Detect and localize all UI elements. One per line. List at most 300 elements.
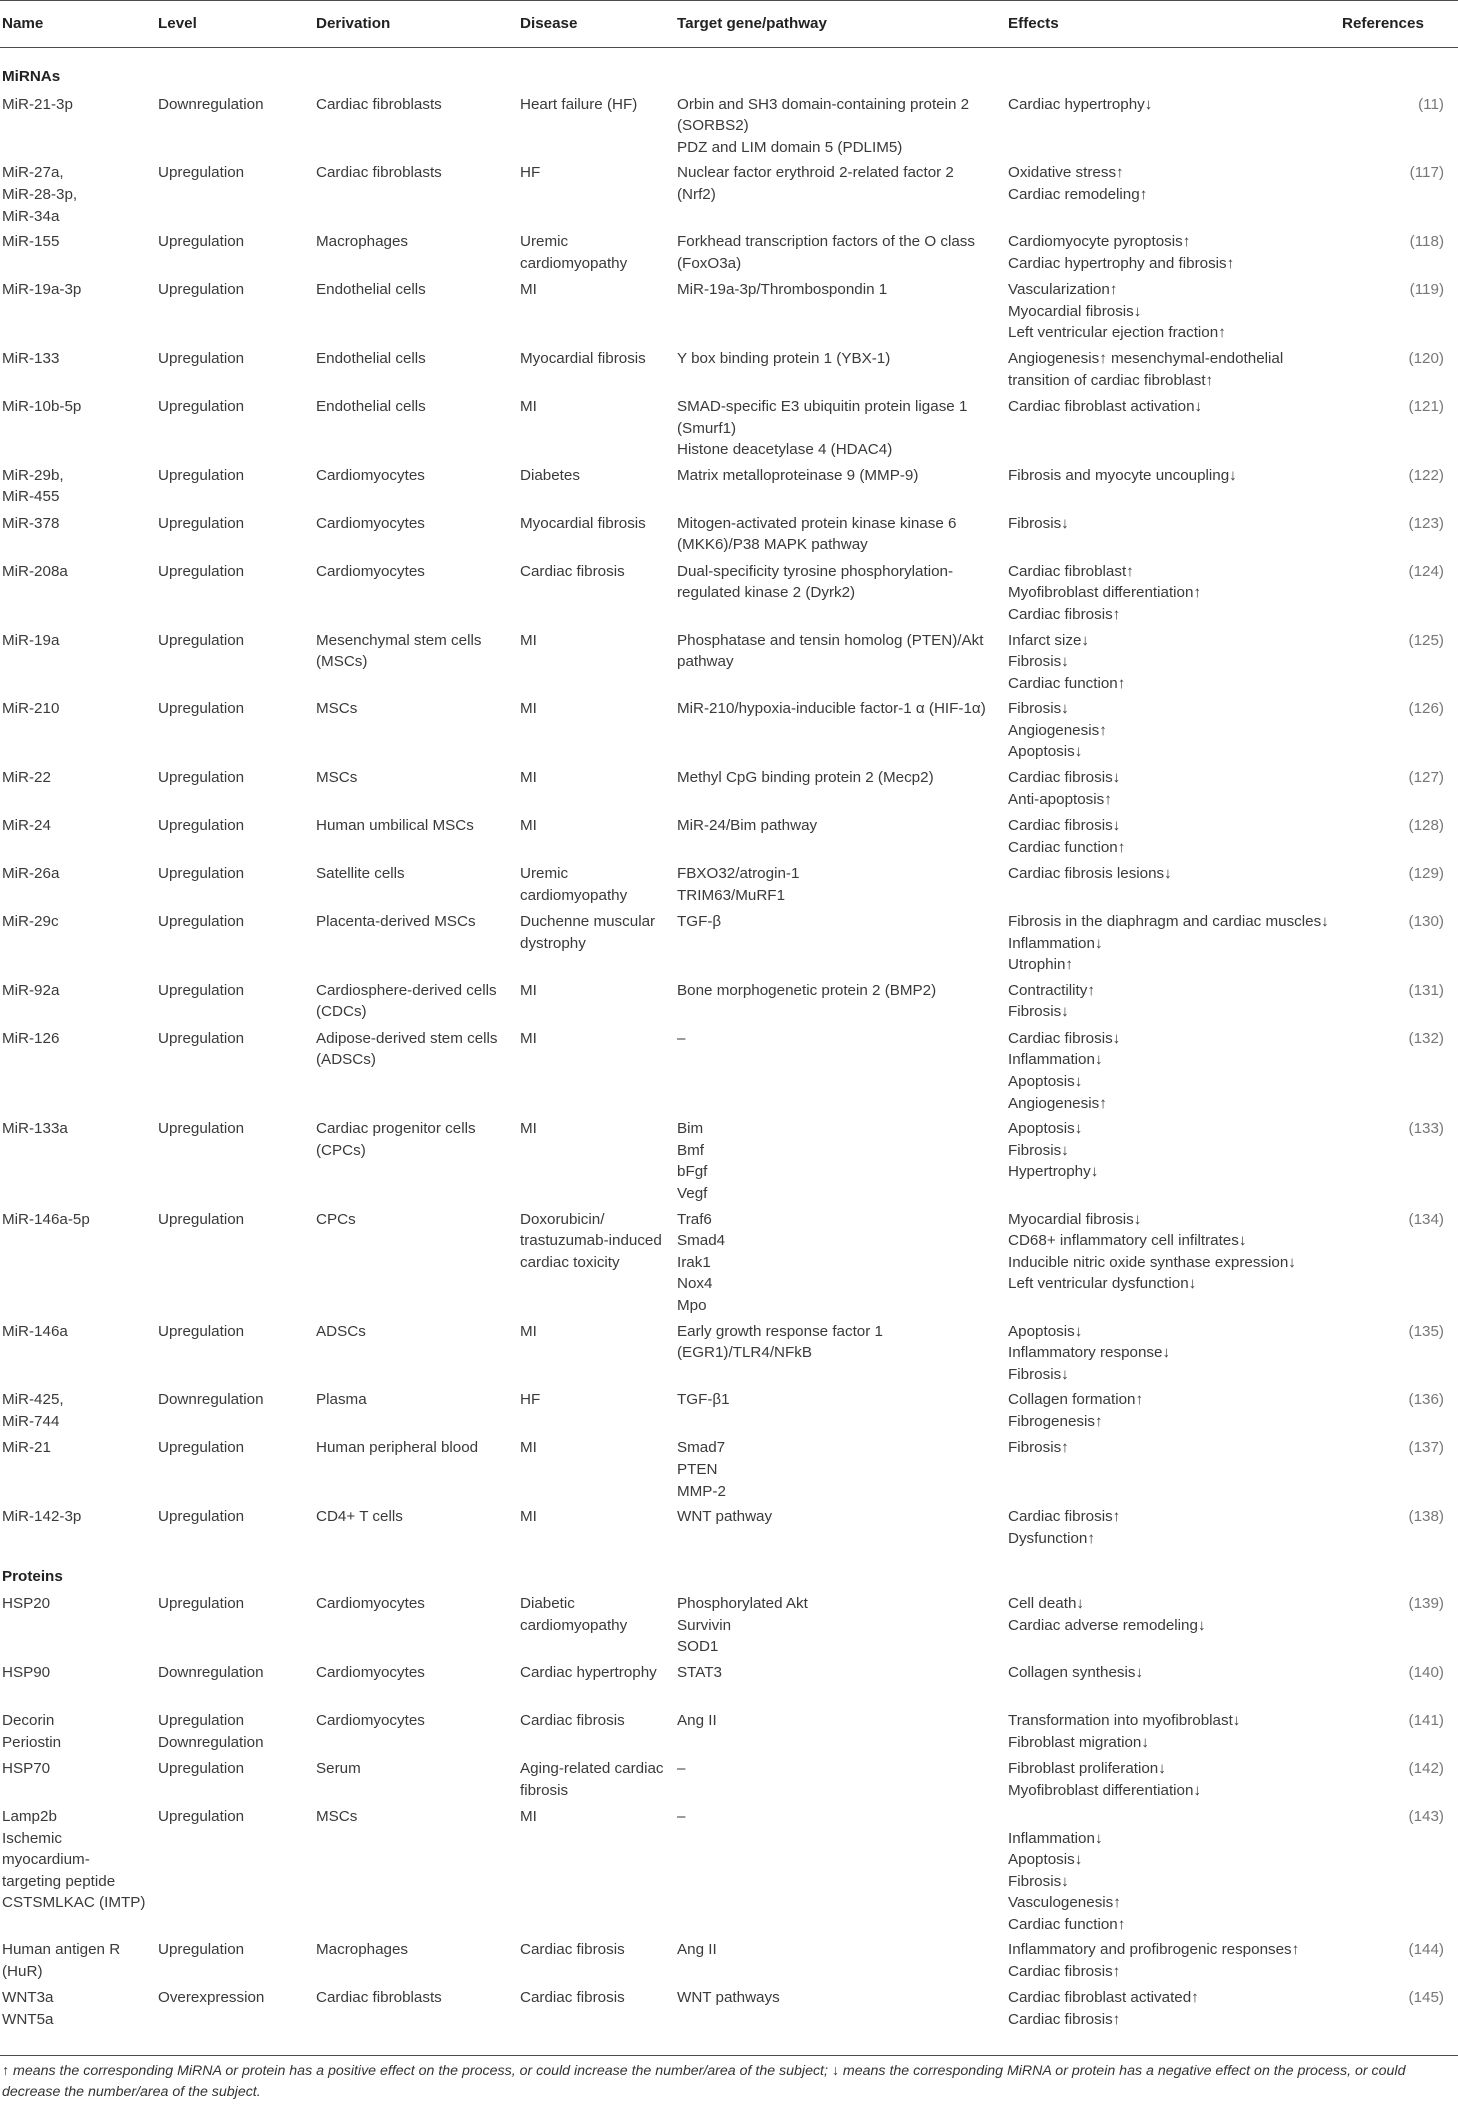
disease-cell [514, 859, 671, 907]
table-row [0, 1754, 1458, 1802]
derivation-cell [310, 1317, 514, 1386]
derivation-line: MSCs [316, 769, 358, 787]
header-derivation: Derivation [310, 1, 514, 48]
disease-cell [514, 1802, 671, 1936]
derivation-cell [310, 694, 514, 763]
target-line: Mpo [677, 1296, 707, 1314]
name-cell [0, 344, 152, 392]
name-line: MiR-28-3p, [2, 185, 78, 203]
reference-cell [1336, 976, 1458, 1024]
disease-line: Doxorubicin/ trastuzumab-induced cardiac toxicity [520, 1210, 662, 1271]
level-cell [152, 1114, 310, 1204]
level-cell [152, 694, 310, 763]
derivation-line: Macrophages [316, 233, 409, 251]
target-line: MiR-24/Bim pathway [677, 817, 818, 835]
level-cell [152, 859, 310, 907]
table-row [0, 626, 1458, 695]
table-row [0, 859, 1458, 907]
derivation-line: Endothelial cells [316, 397, 426, 415]
disease-line: MI [520, 1508, 537, 1526]
reference-link[interactable]: (143) [1408, 1807, 1444, 1825]
derivation-cell [310, 90, 514, 159]
target-cell [671, 907, 1002, 976]
disease-line: MI [520, 631, 537, 649]
level-line: Upregulation [158, 1595, 245, 1613]
disease-cell [514, 1589, 671, 1658]
effects-line: Hypertrophy↓ [1008, 1163, 1099, 1181]
reference-cell [1336, 1589, 1458, 1658]
level-line: Upregulation [158, 1759, 245, 1777]
effects-line: Apoptosis↓ [1008, 1322, 1083, 1340]
derivation-line: Cardiomyocytes [316, 514, 425, 532]
level-line: Upregulation [158, 1941, 245, 1959]
disease-line: MI [520, 769, 537, 787]
level-cell [152, 1658, 310, 1706]
level-cell [152, 557, 310, 626]
effects-line: Myocardial fibrosis↓ [1008, 302, 1142, 320]
level-line: Upregulation [158, 700, 245, 718]
name-line: HSP70 [2, 1759, 51, 1777]
table-row [0, 1433, 1458, 1502]
disease-line: Aging-related cardiac fibrosis [520, 1759, 664, 1799]
table-row [0, 158, 1458, 227]
derivation-line: Satellite cells [316, 865, 405, 883]
reference-link[interactable]: (123) [1408, 514, 1444, 532]
name-line: MiR-133 [2, 349, 60, 367]
target-cell [671, 1385, 1002, 1433]
name-line: MiR-210 [2, 700, 60, 718]
effects-line: Collagen formation↑ [1008, 1391, 1144, 1409]
reference-link[interactable]: (121) [1408, 397, 1444, 415]
effects-line: Cardiomyocyte pyroptosis↑ [1008, 233, 1191, 251]
effects-line: Cardiac fibrosis↑ [1008, 605, 1121, 623]
derivation-line: Human umbilical MSCs [316, 817, 474, 835]
effects-line: Cardiac fibrosis↓ [1008, 817, 1121, 835]
name-line: MiR-146a-5p [2, 1210, 90, 1228]
target-line: STAT3 [677, 1663, 723, 1681]
reference-link[interactable]: (139) [1408, 1595, 1444, 1613]
reference-cell [1336, 1658, 1458, 1706]
target-line: MMP-2 [677, 1482, 726, 1500]
reference-cell [1336, 1205, 1458, 1317]
reference-link[interactable]: (127) [1408, 769, 1444, 787]
reference-link[interactable]: (133) [1408, 1120, 1444, 1138]
reference-link[interactable]: (120) [1408, 349, 1444, 367]
effects-cell [1002, 1205, 1336, 1317]
name-cell [0, 626, 152, 695]
target-line: MiR-210/hypoxia-inducible factor-1 α (HIF-1α) [677, 700, 986, 718]
reference-link[interactable]: (145) [1408, 1989, 1444, 2007]
target-line: Dual-specificity tyrosine phosphorylation-regulated kinase 2 (Dyrk2) [677, 562, 954, 602]
effects-line: Vascularization↑ [1008, 281, 1118, 299]
target-line: Matrix metalloproteinase 9 (MMP-9) [677, 466, 919, 484]
derivation-cell [310, 1802, 514, 1936]
effects-line: Myocardial fibrosis↓ [1008, 1210, 1142, 1228]
level-line: Upregulation [158, 631, 245, 649]
effects-line: Fibroblast proliferation↓ [1008, 1759, 1166, 1777]
header-target: Target gene/pathway [671, 1, 1002, 48]
effects-line: Oxidative stress↑ [1008, 164, 1124, 182]
effects-cell [1002, 1385, 1336, 1433]
derivation-line: Cardiomyocytes [316, 1663, 425, 1681]
effects-cell [1002, 392, 1336, 461]
effects-line: Cardiac fibrosis↑ [1008, 1963, 1121, 1981]
reference-link[interactable]: (129) [1408, 865, 1444, 883]
level-cell [152, 344, 310, 392]
table-row [0, 509, 1458, 557]
header-level: Level [152, 1, 310, 48]
target-line: TGF-β [677, 913, 722, 931]
derivation-line: Cardiomyocytes [316, 562, 425, 580]
reference-link[interactable]: (140) [1408, 1663, 1444, 1681]
table-row [0, 694, 1458, 763]
level-line: Upregulation [158, 281, 245, 299]
target-line: Mitogen-activated protein kinase kinase 6 (MKK6)/P38 MAPK pathway [677, 514, 957, 554]
disease-line: MI [520, 1029, 537, 1047]
name-line: MiR-26a [2, 865, 60, 883]
reference-link[interactable]: (137) [1408, 1439, 1444, 1457]
target-cell [671, 90, 1002, 159]
name-line: MiR-133a [2, 1120, 68, 1138]
derivation-cell [310, 461, 514, 509]
disease-cell [514, 907, 671, 976]
effects-cell [1002, 811, 1336, 859]
target-cell [671, 461, 1002, 509]
level-line: Upregulation [158, 514, 245, 532]
effects-line: Inflammation↓ [1008, 934, 1103, 952]
table-row [0, 1706, 1458, 1754]
disease-line: Cardiac fibrosis [520, 1941, 625, 1959]
level-line: Upregulation [158, 1029, 245, 1047]
effects-cell [1002, 1114, 1336, 1204]
level-line: Upregulation [158, 1120, 245, 1138]
name-line: MiR-21-3p [2, 95, 73, 113]
reference-cell [1336, 907, 1458, 976]
level-line: Upregulation [158, 1322, 245, 1340]
name-cell [0, 1802, 152, 1936]
level-line: Upregulation [158, 1807, 245, 1825]
name-cell [0, 694, 152, 763]
derivation-cell [310, 976, 514, 1024]
target-line: Vegf [677, 1185, 708, 1202]
disease-line: MI [520, 397, 537, 415]
derivation-line: Cardiosphere-derived cells (CDCs) [316, 981, 497, 1021]
disease-cell [514, 1114, 671, 1204]
level-line: Upregulation [158, 817, 245, 835]
name-line: MiR-34a [2, 207, 60, 225]
name-cell [0, 1433, 152, 1502]
derivation-line: Cardiac fibroblasts [316, 95, 442, 113]
effects-cell [1002, 1754, 1336, 1802]
reference-link[interactable]: (119) [1409, 281, 1444, 299]
reference-link[interactable]: (138) [1408, 1508, 1444, 1526]
disease-line: MI [520, 281, 537, 299]
disease-line: Cardiac fibrosis [520, 1711, 625, 1729]
reference-link[interactable]: (130) [1408, 913, 1444, 931]
name-cell [0, 1205, 152, 1317]
name-line: MiR-455 [2, 488, 60, 506]
effects-line: Cardiac function↑ [1008, 838, 1126, 856]
name-line: MiR-19a-3p [2, 281, 82, 299]
header-effects: Effects [1002, 1, 1336, 48]
level-line: Upregulation [158, 865, 245, 883]
effects-cell [1002, 976, 1336, 1024]
effects-line: Cardiac fibrosis↑ [1008, 2011, 1121, 2029]
effects-cell [1002, 158, 1336, 227]
reference-cell [1336, 1502, 1458, 1550]
disease-cell [514, 1385, 671, 1433]
reference-link[interactable]: (128) [1408, 817, 1444, 835]
table-row [0, 1658, 1458, 1706]
name-line: WNT3a [2, 1989, 54, 2007]
disease-cell [514, 811, 671, 859]
disease-cell [514, 1935, 671, 1983]
name-line: MiR-27a, [2, 164, 64, 182]
reference-link[interactable]: (144) [1408, 1941, 1444, 1959]
effects-cell [1002, 1317, 1336, 1386]
reference-cell [1336, 859, 1458, 907]
disease-line: MI [520, 1120, 537, 1138]
disease-line: Diabetes [520, 466, 580, 484]
name-cell [0, 90, 152, 159]
name-cell [0, 275, 152, 344]
effects-line: Cardiac adverse remodeling↓ [1008, 1616, 1206, 1634]
reference-link[interactable]: (122) [1408, 466, 1444, 484]
name-line: MiR-10b-5p [2, 397, 82, 415]
effects-line: Cardiac fibroblast activation↓ [1008, 397, 1203, 415]
disease-cell [514, 557, 671, 626]
effects-line: Fibrosis and myocyte uncoupling↓ [1008, 466, 1237, 484]
level-line: Upregulation [158, 769, 245, 787]
effects-line: Apoptosis↓ [1008, 1851, 1083, 1869]
effects-cell [1002, 763, 1336, 811]
name-line: WNT5a [2, 2011, 54, 2029]
name-cell [0, 227, 152, 275]
level-line: Upregulation [158, 1439, 245, 1457]
target-cell [671, 1205, 1002, 1317]
level-cell [152, 1589, 310, 1658]
name-cell [0, 763, 152, 811]
effects-line: Apoptosis↓ [1008, 743, 1083, 761]
level-line: Upregulation [158, 1711, 245, 1729]
reference-link[interactable]: (11) [1418, 95, 1444, 113]
derivation-cell [310, 1385, 514, 1433]
level-cell [152, 1205, 310, 1317]
derivation-line: Cardiomyocytes [316, 466, 425, 484]
level-cell [152, 227, 310, 275]
disease-line: MI [520, 817, 537, 835]
effects-line: Fibrosis↓ [1008, 514, 1069, 532]
derivation-line: Placenta-derived MSCs [316, 913, 476, 931]
effects-line: Fibrosis↓ [1008, 1365, 1069, 1383]
disease-line: Duchenne muscular dystrophy [520, 913, 656, 952]
reference-cell [1336, 227, 1458, 275]
target-cell [671, 1317, 1002, 1386]
target-line: Survivin [677, 1616, 732, 1634]
target-line: PDZ and LIM domain 5 (PDLIM5) [677, 138, 903, 156]
table-row [0, 90, 1458, 159]
name-cell [0, 158, 152, 227]
derivation-line: MSCs [316, 700, 358, 718]
disease-line: MI [520, 1439, 537, 1457]
name-cell [0, 1983, 152, 2031]
disease-cell [514, 461, 671, 509]
effects-line: Myofibroblast differentiation↑ [1008, 584, 1202, 602]
level-cell [152, 1024, 310, 1114]
level-cell [152, 907, 310, 976]
effects-line: Left ventricular ejection fraction↑ [1008, 324, 1226, 342]
reference-link[interactable]: (125) [1408, 631, 1444, 649]
name-cell [0, 461, 152, 509]
level-cell [152, 275, 310, 344]
derivation-cell [310, 1433, 514, 1502]
name-line: MiR-425, [2, 1391, 64, 1409]
reference-link[interactable]: (134) [1408, 1210, 1444, 1228]
table-row [0, 1935, 1458, 1983]
header-name: Name [0, 1, 152, 48]
disease-cell [514, 275, 671, 344]
reference-cell [1336, 557, 1458, 626]
disease-cell [514, 1754, 671, 1802]
level-cell [152, 1983, 310, 2031]
name-cell [0, 1935, 152, 1983]
effects-line: Cardiac fibrosis lesions↓ [1008, 865, 1172, 883]
disease-cell [514, 1502, 671, 1550]
effects-line: Left ventricular dysfunction↓ [1008, 1275, 1197, 1293]
derivation-cell [310, 763, 514, 811]
reference-link[interactable]: (135) [1408, 1322, 1444, 1340]
level-cell [152, 763, 310, 811]
disease-line: MI [520, 1807, 537, 1825]
derivation-cell [310, 158, 514, 227]
derivation-cell [310, 1935, 514, 1983]
effects-line: Cardiac function↑ [1008, 674, 1126, 692]
effects-cell [1002, 1502, 1336, 1550]
effects-cell [1002, 626, 1336, 695]
effects-cell [1002, 344, 1336, 392]
derivation-line: Endothelial cells [316, 349, 426, 367]
disease-cell [514, 344, 671, 392]
name-line: MiR-155 [2, 233, 60, 251]
level-line: Upregulation [158, 981, 245, 999]
target-line: Early growth response factor 1 (EGR1)/TLR4/NFkB [677, 1322, 883, 1362]
target-line: Phosphatase and tensin homolog (PTEN)/Akt pathway [677, 631, 984, 671]
target-cell [671, 1502, 1002, 1550]
effects-line: Transformation into myofibroblast↓ [1008, 1711, 1241, 1729]
reference-link[interactable]: (131) [1408, 981, 1444, 999]
derivation-cell [310, 811, 514, 859]
header-row [0, 1, 1458, 48]
target-line: SOD1 [677, 1638, 719, 1656]
target-cell [671, 275, 1002, 344]
reference-link[interactable]: (124) [1408, 562, 1444, 580]
reference-link[interactable]: (118) [1409, 233, 1444, 251]
derivation-cell [310, 1114, 514, 1204]
effects-line: Fibrosis↑ [1008, 1439, 1069, 1457]
disease-cell [514, 1024, 671, 1114]
level-cell [152, 1706, 310, 1754]
name-cell [0, 1589, 152, 1658]
table-row [0, 1114, 1458, 1204]
reference-link[interactable]: (142) [1408, 1759, 1444, 1777]
effects-line: Cardiac hypertrophy and fibrosis↑ [1008, 254, 1235, 272]
reference-link[interactable]: (132) [1408, 1029, 1444, 1047]
target-line: bFgf [677, 1163, 708, 1181]
target-line: Smad4 [677, 1232, 726, 1250]
target-cell [671, 976, 1002, 1024]
effects-line: Fibrosis↓ [1008, 653, 1069, 671]
target-cell [671, 557, 1002, 626]
target-cell [671, 1935, 1002, 1983]
disease-cell [514, 158, 671, 227]
level-cell [152, 1317, 310, 1386]
effects-cell [1002, 1433, 1336, 1502]
target-line: Orbin and SH3 domain-containing protein 2 (SORBS2) [677, 95, 970, 135]
disease-line: HF [520, 164, 541, 182]
reference-cell [1336, 1706, 1458, 1754]
derivation-cell [310, 344, 514, 392]
derivation-cell [310, 1024, 514, 1114]
effects-line: Angiogenesis↑ mesenchymal-endothelial transition of cardiac fibroblast↑ [1008, 349, 1284, 389]
reference-link[interactable]: (141) [1408, 1711, 1444, 1729]
derivation-cell [310, 392, 514, 461]
disease-cell [514, 1433, 671, 1502]
reference-cell [1336, 461, 1458, 509]
disease-line: Cardiac fibrosis [520, 1989, 625, 2007]
level-line: Upregulation [158, 913, 245, 931]
reference-link[interactable]: (117) [1409, 164, 1444, 182]
effects-line: Inflammatory and profibrogenic responses↑ [1008, 1941, 1300, 1959]
target-cell [671, 1024, 1002, 1114]
reference-cell [1336, 626, 1458, 695]
derivation-line: Mesenchymal stem cells (MSCs) [316, 631, 482, 671]
derivation-cell [310, 227, 514, 275]
table-row [0, 227, 1458, 275]
name-line: MiR-142-3p [2, 1508, 82, 1526]
effects-line: Utrophin↑ [1008, 956, 1073, 974]
section-title: Proteins [2, 1567, 63, 1585]
table-row [0, 392, 1458, 461]
reference-cell [1336, 275, 1458, 344]
target-line: Ang II [677, 1711, 717, 1729]
reference-cell [1336, 1433, 1458, 1502]
level-line: Upregulation [158, 466, 245, 484]
effects-cell [1002, 557, 1336, 626]
table-row [0, 976, 1458, 1024]
name-line: Periostin [2, 1733, 62, 1751]
level-cell [152, 158, 310, 227]
derivation-cell [310, 1754, 514, 1802]
table-row [0, 1983, 1458, 2031]
reference-cell [1336, 811, 1458, 859]
target-line: PTEN [677, 1460, 718, 1478]
derivation-cell [310, 1706, 514, 1754]
level-cell [152, 90, 310, 159]
derivation-line: CPCs [316, 1210, 356, 1228]
reference-cell [1336, 158, 1458, 227]
disease-line: Heart failure (HF) [520, 95, 638, 113]
target-line: MiR-19a-3p/Thrombospondin 1 [677, 281, 888, 299]
reference-link[interactable]: (126) [1408, 700, 1444, 718]
level-cell [152, 976, 310, 1024]
reference-link[interactable]: (136) [1408, 1391, 1444, 1409]
name-line: MiR-146a [2, 1322, 68, 1340]
name-cell [0, 1024, 152, 1114]
table-row [0, 1802, 1458, 1936]
level-line: Downregulation [158, 1733, 264, 1751]
target-line: Forkhead transcription factors of the O class (FoxO3a) [677, 233, 975, 272]
reference-cell [1336, 344, 1458, 392]
